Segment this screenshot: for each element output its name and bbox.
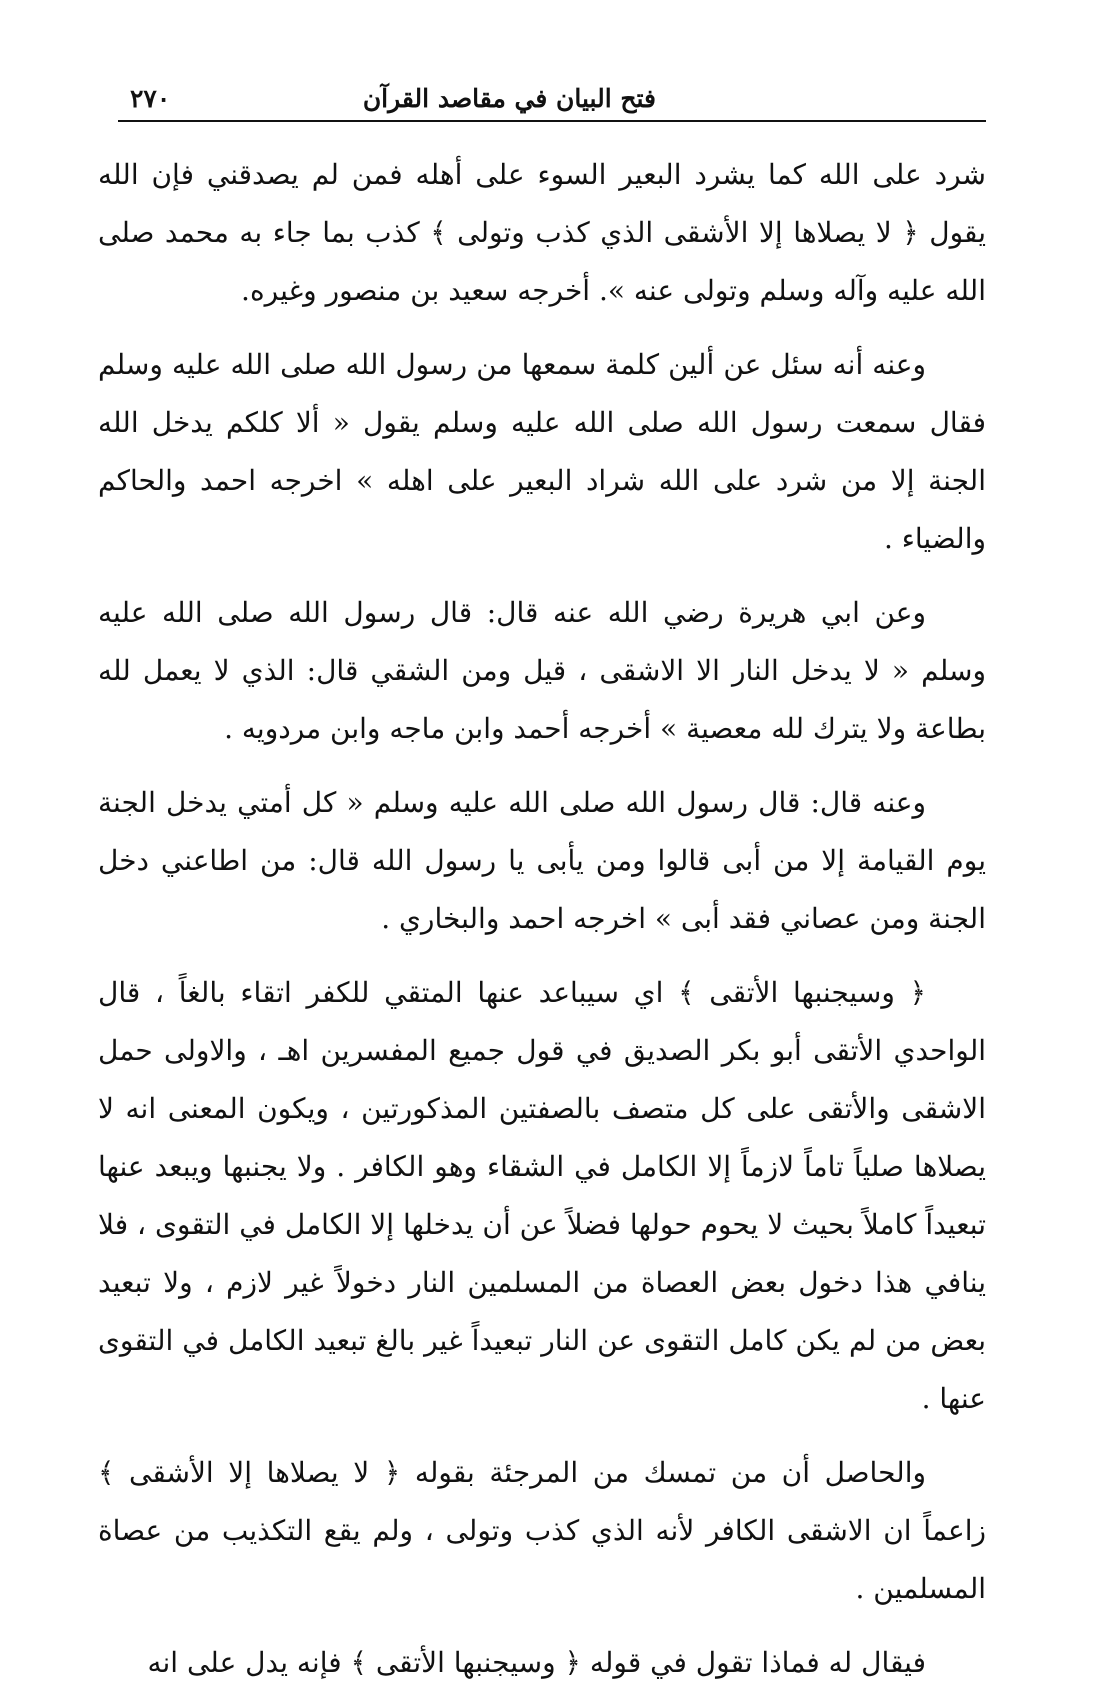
paragraph-6: والحاصل أن من تمسك من المرجئة بقوله ﴿ لا يصلاها إلا الأشقى ﴾ زاعماً ان الاشقى الكافر لأنه الذي كذب وتولى ، ولم يقع التكذيب من عصاة المسلمين . [98, 1456, 986, 1605]
paragraph-4: وعنه قال: قال رسول الله صلى الله عليه وسلم « كل أمتي يدخل الجنة يوم القيامة إلا من أبى قالوا ومن يأبى يا رسول الله قال: من اطاعني دخل الجنة ومن عصاني فقد أبى » اخرجه احمد والبخاري . [98, 786, 986, 935]
paragraph-2: وعنه أنه سئل عن ألين كلمة سمعها من رسول الله صلى الله عليه وسلم فقال سمعت رسول الله صلى الله عليه وسلم يقول « ألا كلكم يدخل الله الجنة إلا من شرد على الله شراد البعير على اهله » اخرجه احمد والحاكم والضياء . [98, 348, 986, 555]
page-header [118, 78, 986, 120]
paragraph-1: شرد على الله كما يشرد البعير السوء على أهله فمن لم يصدقني فإن الله يقول ﴿ لا يصلاها إلا الأشقى الذي كذب وتولى ﴾ كذب بما جاء به محمد صلى الله عليه وآله وسلم وتولى عنه ». أخرجه سعيد بن منصور وغيره. [98, 158, 986, 307]
page-number: ٢٧٠ [130, 84, 171, 113]
running-title: فتح البيان في مقاصد القرآن [362, 84, 656, 113]
paragraph-3: وعن ابي هريرة رضي الله عنه قال: قال رسول الله صلى الله عليه وسلم « لا يدخل النار الا الاشقى ، قيل ومن الشقي قال: الذي لا يعمل لله بطاعة ولا يترك لله معصية » أخرجه أحمد وابن ماجه وابن مردويه . [98, 596, 986, 745]
header-divider [118, 120, 986, 122]
page-body [98, 146, 986, 1708]
paragraph-7: فيقال له فماذا تقول في قوله ﴿ وسيجنبها الأتقى ﴾ فإنه يدل على انه [147, 1646, 926, 1679]
paragraph-5: ﴿ وسيجنبها الأتقى ﴾ اي سيباعد عنها المتقي للكفر اتقاء بالغاً ، قال الواحدي الأتقى أبو بكر الصديق في قول جميع المفسرين اهـ ، والاولى حمل الاشقى والأتقى على كل متصف بالصفتين المذكورتين ، ويكون المعنى انه لا يصلاها صلياً تاماً لازماً إلا الكامل في الشقاء وهو الكافر . ولا يجنبها ويبعد عنها تبعيداً كاملاً بحيث لا يحوم حولها فضلاً عن أن يدخلها إلا الكامل في التقوى ، فلا ينافي هذا دخول بعض العصاة من المسلمين النار دخولاً غير لازم ، ولا تبعيد بعض من لم يكن كامل التقوى عن النار تبعيداً غير بالغ تبعيد الكامل في التقوى عنها . [98, 976, 986, 1415]
